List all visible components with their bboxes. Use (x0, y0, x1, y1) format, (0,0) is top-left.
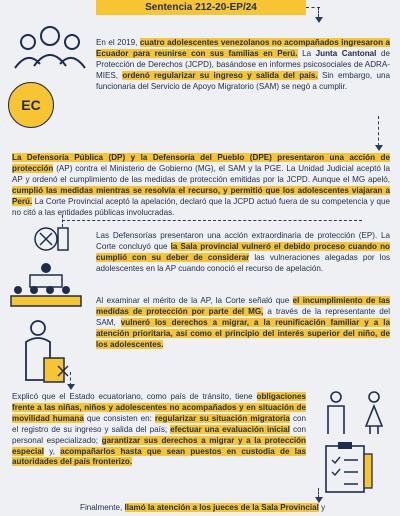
paragraph-4 (96, 296, 390, 351)
paragraph-text: Sin embargo, una funcionaria del Servicio de Apoyo Migratorio (SAM) se negó a cumplir. (96, 70, 390, 91)
highlighted-text: efectuar una evaluación inicial (170, 424, 290, 434)
highlighted-text: llamó la atención a los jueces de la Sala Provincial (124, 503, 319, 512)
highlighted-text: regularizar su situación migratoria (154, 413, 290, 423)
paragraph-1 (96, 38, 390, 93)
paragraph-5 (12, 392, 306, 468)
title-connector-vertical (318, 7, 319, 17)
paragraph-text: y (318, 503, 326, 512)
highlighted-text: La Defensoría Pública (DP) y la Defensoría del Pueblo (DPE) presentaron una acción de protección (12, 153, 390, 173)
bold-text: Junta Cantonal (315, 48, 377, 58)
paragraph-text: Al examinar el mérito de la AP, la Corte señaló que (96, 296, 293, 305)
justice-scale-icon (30, 224, 70, 254)
family-icon (318, 390, 394, 436)
title-arrow (315, 17, 323, 23)
paragraph-text: con el registro de su ingreso y salida del país; (12, 413, 306, 434)
paragraph-text: y, (43, 446, 61, 456)
checklist-icon (320, 440, 380, 496)
connector-2-horizontal (62, 220, 362, 221)
paragraph-text: Explicó que el Estado ecuatoriano, como país de tránsito, tiene (12, 392, 257, 401)
paragraph-6 (80, 503, 390, 514)
paragraph-text: Finalmente, (80, 503, 125, 512)
ec-badge: EC (8, 82, 54, 128)
highlighted-text: la Sala provincial vulneró el debido proceso cuando no cumplió con su deber de considerar (96, 241, 390, 262)
highlighted-text: ordenó regularizar su ingreso y salida del país. (122, 70, 318, 80)
paragraph-text: con personal especializado; (12, 424, 306, 445)
highlighted-text: obligaciones frente a las niñas, niños y adolescentes no acompañados y en situación de movilidad humana (12, 392, 306, 423)
paragraph-text: (AP) contra el Ministerio de Gobierno (MG), el SAM y la PGE. La Unidad Judicial aceptó la AP y ordenó el cumplimiento de las medidas de protección emitidas por la JCPD. Aunque el MG apeló, (12, 163, 390, 184)
page-title: Sentencia 212-20-EP/24 (96, 0, 306, 15)
connector-3-arrow (67, 384, 75, 390)
judge-icon (14, 318, 74, 388)
highlighted-text: cuatro adolescentes venezolanos no acompañados ingresaron a Ecuador para reunirse con sus familias en Perú. (96, 38, 390, 58)
paragraph-text: las vulneraciones alegadas por los adolescentes en la AP cuando conoció el recurso de apelación. (96, 252, 390, 273)
paragraph-3 (96, 231, 390, 275)
paragraph-text: En el 2019, (96, 38, 140, 47)
people-group-icon (10, 22, 90, 78)
paragraph-text: que consisten en: (83, 413, 155, 423)
highlighted-text: vulneró los derechos a migrar, a la reunificación familiar y a la atención prioritaria, así como el principio del interés superior del niño, de los adolescentes. (96, 317, 390, 349)
paragraph-text: Las Defensorías presentaron una acción extraordinaria de protección (EP). La Corte concluyó que (96, 231, 390, 251)
connector-1-arrow (375, 145, 383, 151)
highlighted-text: garantizar sus derechos a migrar y a la protección especial (12, 435, 306, 456)
highlighted-text: acompañarlos hasta que sean puestos en custodia de las autoridades del país fronterizo. (12, 446, 306, 467)
paragraph-text: de Protección de Derechos (JCPD), basándose en informes psicosociales de ADRA-MIES, (96, 48, 390, 80)
paragraph-text: La Corte Provincial aceptó la apelación, declaró que la JCPD actuó fuera de su competencia y que no citó a las entidades públicas involucradas. (12, 196, 390, 217)
highlighted-text: cumplió las medidas mientras se resolvía el recurso, y permitió que los adolescentes viajaran a Perú. (12, 185, 390, 206)
paragraph-text: a través de la representante del SAM, (96, 306, 390, 327)
courtroom-icon (8, 260, 84, 310)
highlighted-text: el incumplimiento de las medidas de protección por parte del MG, (96, 296, 391, 316)
paragraph-2 (12, 153, 390, 218)
connector-1 (378, 116, 379, 146)
paragraph-text: La (297, 48, 316, 58)
